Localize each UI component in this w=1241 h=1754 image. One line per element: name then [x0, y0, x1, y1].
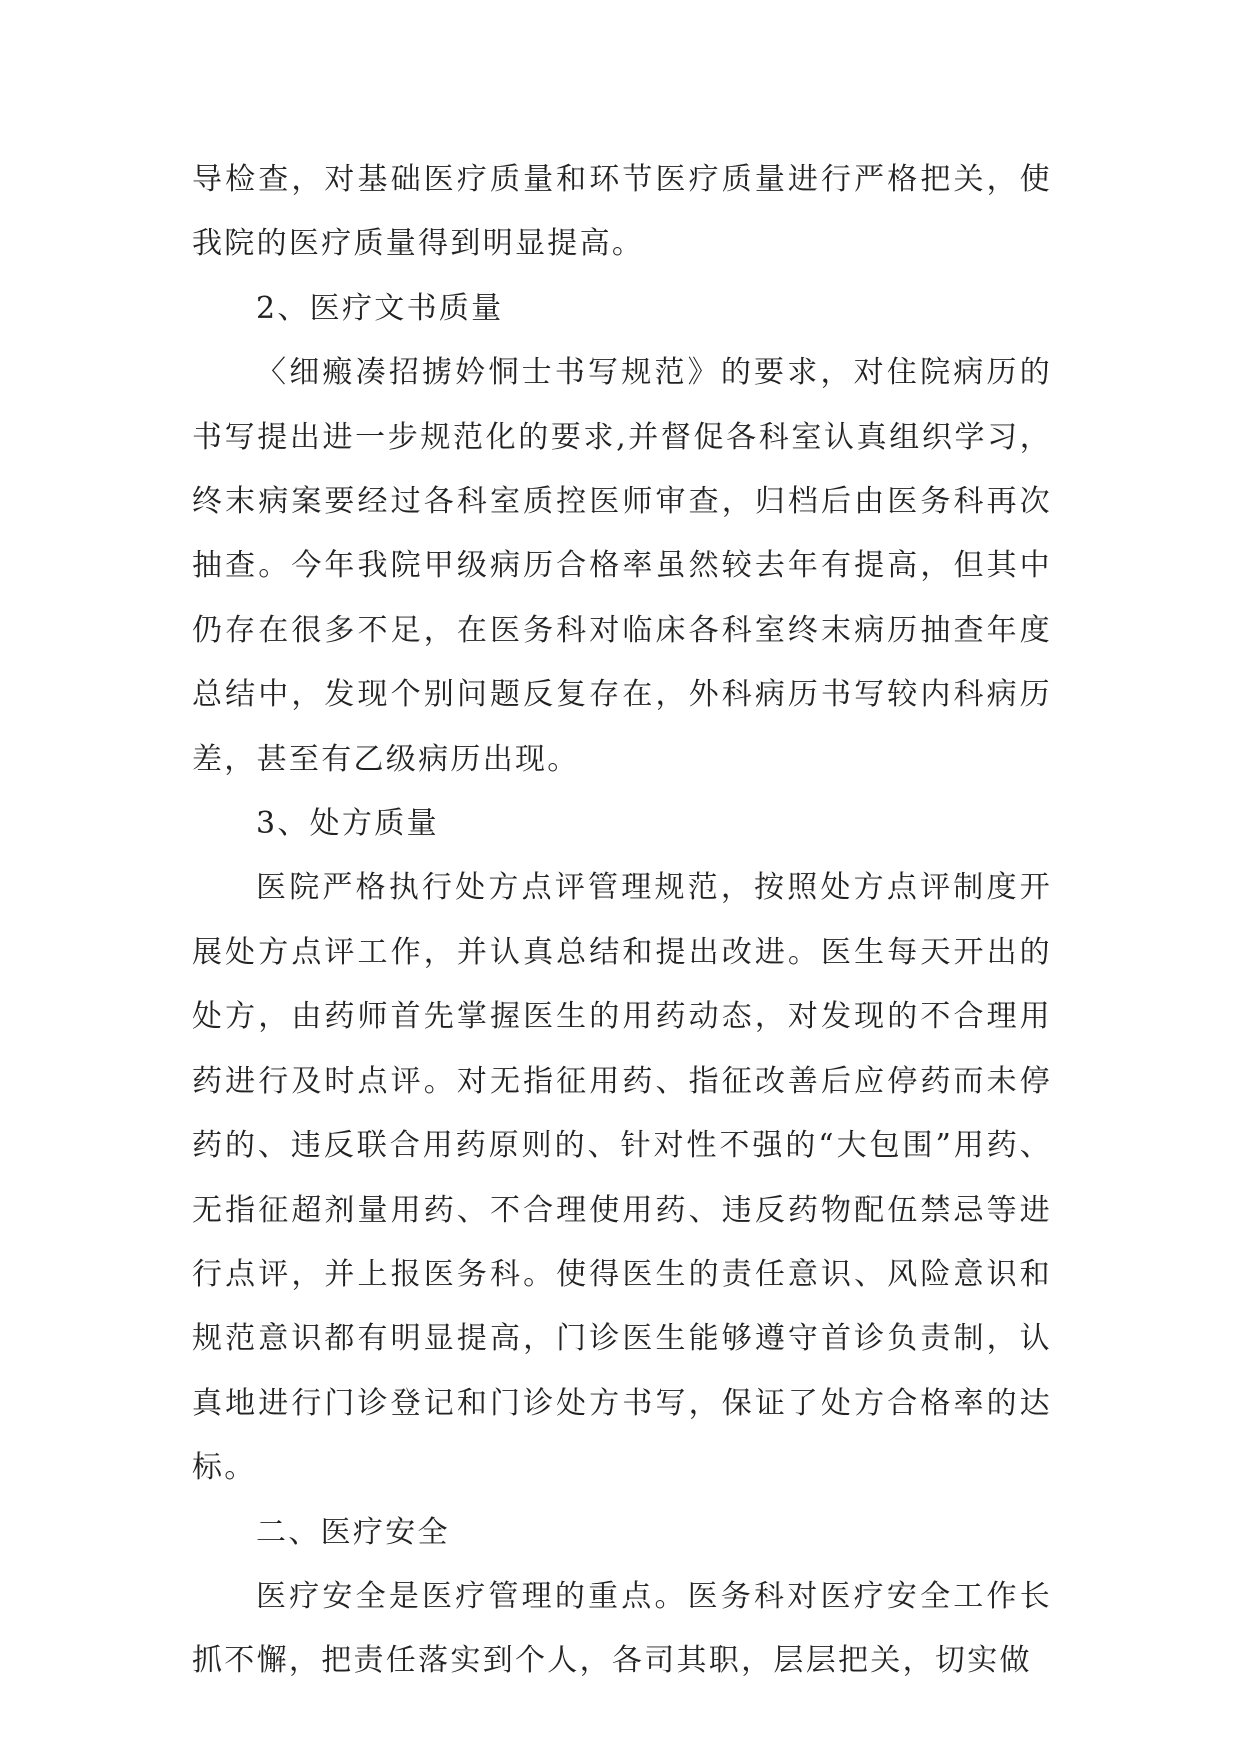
paragraph-medical-records: 〈细瘢凑招掳妗恫士书写规范》的要求，对住院病历的书写提出进一步规范化的要求,并督促各科室认真组织学习，终末病案要经过各科室质控医师审查，归档后由医务科再次抽查。今年我院甲级病历合格率虽然较去年有提高，但其中仍存在很多不足，在医务科对临床各科室终末病历抽查年度总结中，发现个别问题反复存在，外科病历书写较内科病历差，甚至有乙级病历出现。	[192, 355, 1052, 777]
paragraph-continuation: 导检查，对基础医疗质量和环节医疗质量进行严格把关，使我院的医疗质量得到明显提高。	[192, 162, 1052, 262]
document-body	[192, 148, 1052, 1694]
section-heading-prescription-quality: 3、处方质量	[256, 806, 439, 842]
paragraph-medical-safety: 医疗安全是医疗管理的重点。医务科对医疗安全工作长抓不懈，把责任落实到个人，各司其职，层层把关，切实做	[192, 1578, 1052, 1679]
section-heading-medical-records: 2、医疗文书质量	[256, 290, 504, 326]
paragraph-prescription-quality: 医院严格执行处方点评管理规范，按照处方点评制度开展处方点评工作，并认真总结和提出改进。医生每天开出的处方，由药师首先掌握医生的用药动态，对发现的不合理用药进行及时点评。对无指征用药、指征改善后应停药而未停药的、违反联合用药原则的、针对性不强的“大包围”用药、无指征超剂量用药、不合理使用药、违反药物配伍禁忌等进行点评，并上报医务科。使得医生的责任意识、风险意识和规范意识都有明显提高，门诊医生能够遵守首诊负责制，认真地进行门诊登记和门诊处方书写，保证了处方合格率的达标。	[192, 870, 1052, 1486]
section-heading-medical-safety: 二、医疗安全	[256, 1514, 450, 1550]
